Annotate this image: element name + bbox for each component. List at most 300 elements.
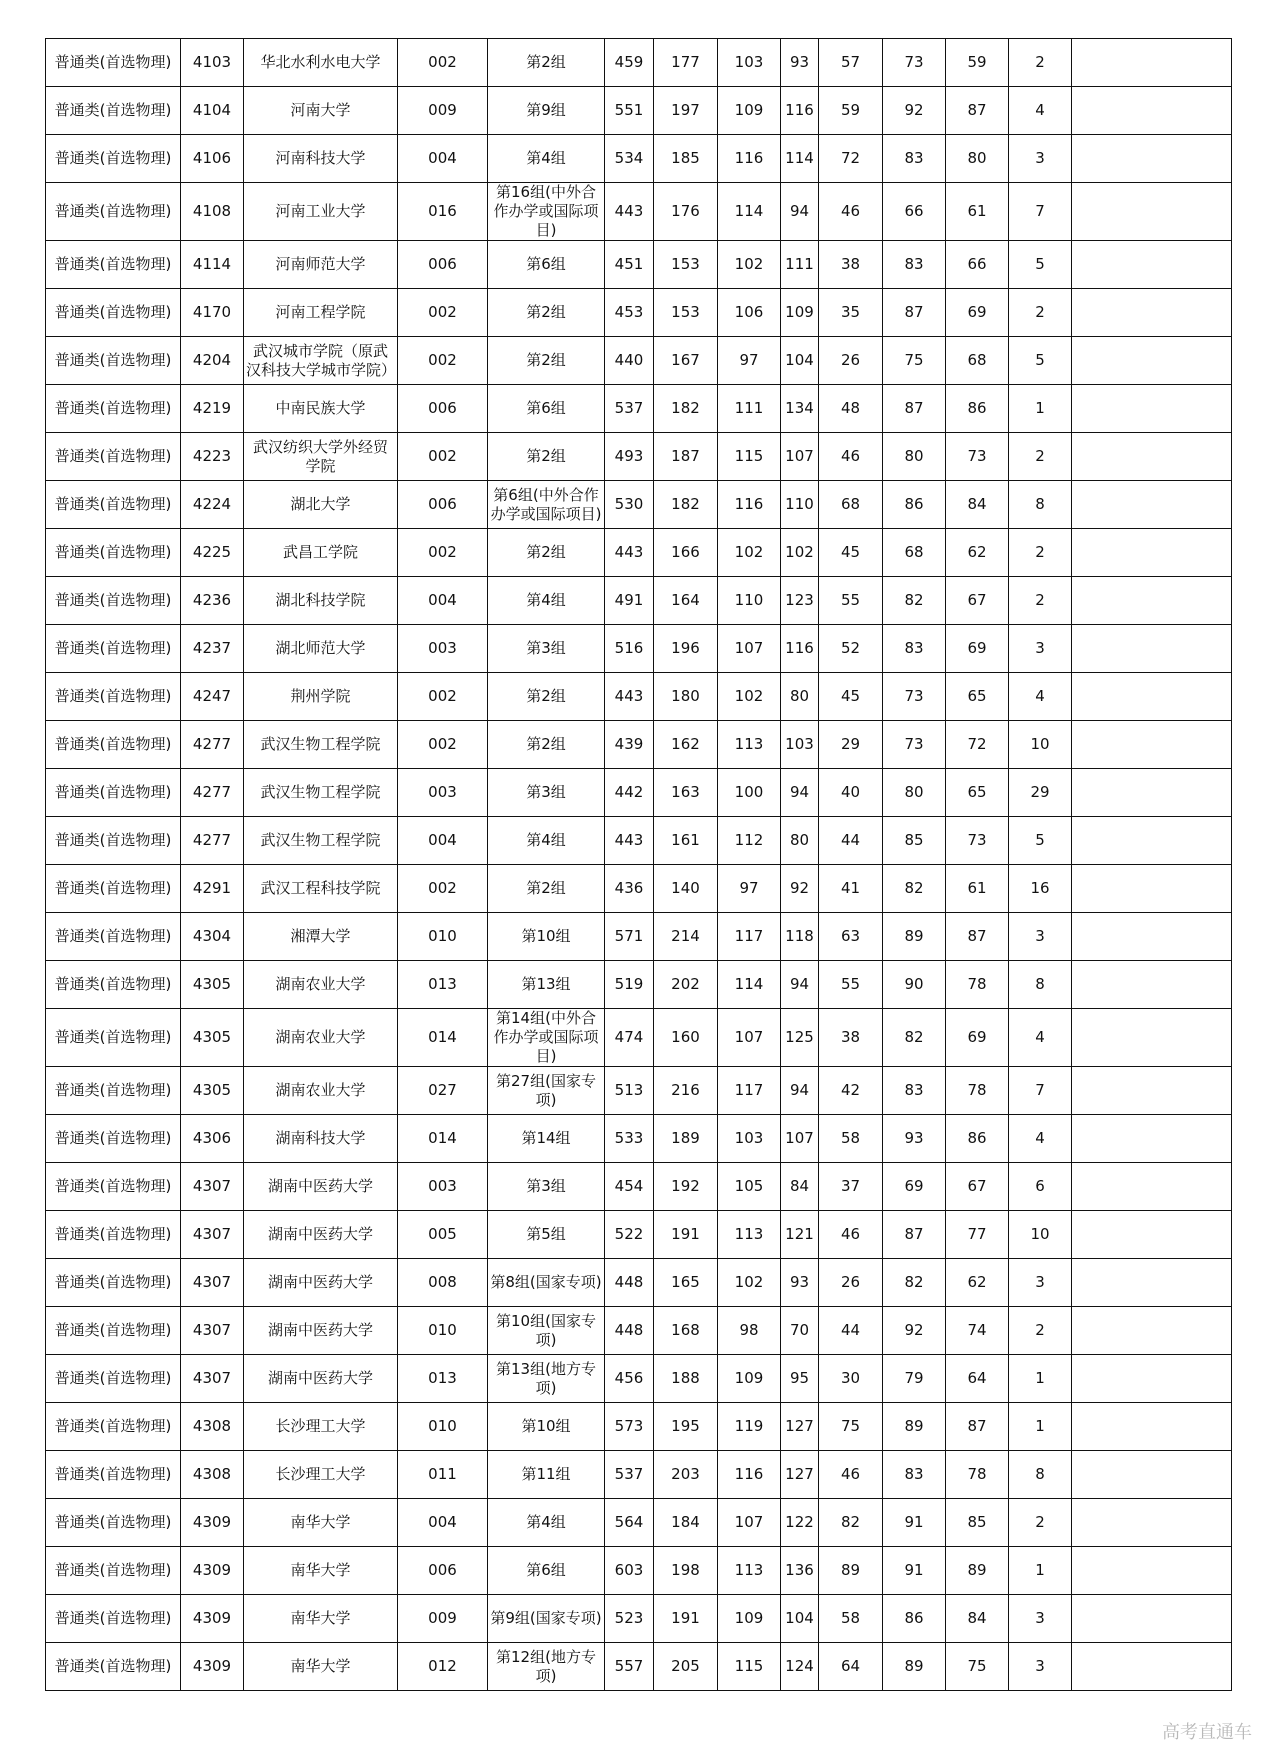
group-code-cell: 014 xyxy=(398,1115,488,1163)
physics-cell: 116 xyxy=(781,87,819,135)
count-cell: 2 xyxy=(1009,577,1072,625)
category-cell: 普通类(首选物理) xyxy=(46,1355,181,1403)
elective2-cell: 86 xyxy=(883,1595,946,1643)
chinese-math-cell: 185 xyxy=(654,135,718,183)
min-score-cell: 516 xyxy=(605,625,654,673)
group-code-cell: 013 xyxy=(398,961,488,1009)
foreign-language-cell: 111 xyxy=(718,385,781,433)
remark-cell xyxy=(1072,1403,1232,1451)
physics-cell: 125 xyxy=(781,1009,819,1067)
physics-cell: 134 xyxy=(781,385,819,433)
school-name-cell: 湖北科技学院 xyxy=(244,577,398,625)
count-cell: 1 xyxy=(1009,1355,1072,1403)
elective2-cell: 90 xyxy=(883,961,946,1009)
count-cell: 3 xyxy=(1009,135,1072,183)
remark-cell xyxy=(1072,433,1232,481)
category-cell: 普通类(首选物理) xyxy=(46,721,181,769)
foreign-language-cell: 107 xyxy=(718,1499,781,1547)
foreign-language-cell: 102 xyxy=(718,529,781,577)
chinese-math-cell: 182 xyxy=(654,481,718,529)
remark-cell xyxy=(1072,529,1232,577)
category-cell: 普通类(首选物理) xyxy=(46,1307,181,1355)
extra-cell: 69 xyxy=(946,289,1009,337)
group-code-cell: 027 xyxy=(398,1067,488,1115)
group-code-cell: 006 xyxy=(398,1547,488,1595)
remark-cell xyxy=(1072,1355,1232,1403)
chinese-math-cell: 188 xyxy=(654,1355,718,1403)
chinese-math-cell: 197 xyxy=(654,87,718,135)
physics-cell: 102 xyxy=(781,529,819,577)
school-name-cell: 湖南中医药大学 xyxy=(244,1211,398,1259)
school-code-cell: 4247 xyxy=(181,673,244,721)
group-name-cell: 第6组(中外合作办学或国际项目) xyxy=(488,481,605,529)
remark-cell xyxy=(1072,135,1232,183)
foreign-language-cell: 116 xyxy=(718,135,781,183)
elective-cell: 58 xyxy=(819,1115,883,1163)
extra-cell: 74 xyxy=(946,1307,1009,1355)
category-cell: 普通类(首选物理) xyxy=(46,817,181,865)
school-code-cell: 4309 xyxy=(181,1499,244,1547)
elective2-cell: 82 xyxy=(883,577,946,625)
table-row xyxy=(46,673,1232,721)
remark-cell xyxy=(1072,865,1232,913)
elective2-cell: 80 xyxy=(883,769,946,817)
count-cell: 3 xyxy=(1009,1595,1072,1643)
extra-cell: 84 xyxy=(946,481,1009,529)
elective-cell: 63 xyxy=(819,913,883,961)
physics-cell: 94 xyxy=(781,1067,819,1115)
min-score-cell: 443 xyxy=(605,817,654,865)
remark-cell xyxy=(1072,337,1232,385)
elective2-cell: 68 xyxy=(883,529,946,577)
foreign-language-cell: 97 xyxy=(718,865,781,913)
elective2-cell: 80 xyxy=(883,433,946,481)
elective2-cell: 87 xyxy=(883,1211,946,1259)
school-name-cell: 武汉工程科技学院 xyxy=(244,865,398,913)
group-name-cell: 第4组 xyxy=(488,135,605,183)
group-code-cell: 009 xyxy=(398,1595,488,1643)
count-cell: 3 xyxy=(1009,1643,1072,1691)
group-name-cell: 第6组 xyxy=(488,241,605,289)
school-code-cell: 4170 xyxy=(181,289,244,337)
group-code-cell: 002 xyxy=(398,721,488,769)
physics-cell: 118 xyxy=(781,913,819,961)
category-cell: 普通类(首选物理) xyxy=(46,529,181,577)
remark-cell xyxy=(1072,385,1232,433)
group-code-cell: 010 xyxy=(398,1307,488,1355)
group-code-cell: 002 xyxy=(398,865,488,913)
school-name-cell: 荆州学院 xyxy=(244,673,398,721)
group-name-cell: 第13组(地方专项) xyxy=(488,1355,605,1403)
foreign-language-cell: 102 xyxy=(718,673,781,721)
foreign-language-cell: 113 xyxy=(718,1211,781,1259)
group-code-cell: 006 xyxy=(398,481,488,529)
school-code-cell: 4224 xyxy=(181,481,244,529)
table-row xyxy=(46,721,1232,769)
school-code-cell: 4104 xyxy=(181,87,244,135)
extra-cell: 62 xyxy=(946,1259,1009,1307)
school-name-cell: 湖南中医药大学 xyxy=(244,1355,398,1403)
category-cell: 普通类(首选物理) xyxy=(46,865,181,913)
group-name-cell: 第11组 xyxy=(488,1451,605,1499)
chinese-math-cell: 192 xyxy=(654,1163,718,1211)
table-row xyxy=(46,1451,1232,1499)
extra-cell: 78 xyxy=(946,961,1009,1009)
category-cell: 普通类(首选物理) xyxy=(46,1451,181,1499)
extra-cell: 64 xyxy=(946,1355,1009,1403)
table-row xyxy=(46,1547,1232,1595)
group-name-cell: 第14组 xyxy=(488,1115,605,1163)
school-code-cell: 4114 xyxy=(181,241,244,289)
chinese-math-cell: 203 xyxy=(654,1451,718,1499)
extra-cell: 62 xyxy=(946,529,1009,577)
foreign-language-cell: 109 xyxy=(718,87,781,135)
elective-cell: 55 xyxy=(819,961,883,1009)
min-score-cell: 493 xyxy=(605,433,654,481)
count-cell: 1 xyxy=(1009,1547,1072,1595)
school-code-cell: 4305 xyxy=(181,1009,244,1067)
elective2-cell: 87 xyxy=(883,289,946,337)
elective2-cell: 93 xyxy=(883,1115,946,1163)
group-name-cell: 第2组 xyxy=(488,433,605,481)
elective2-cell: 73 xyxy=(883,39,946,87)
school-code-cell: 4309 xyxy=(181,1595,244,1643)
min-score-cell: 523 xyxy=(605,1595,654,1643)
admission-score-table xyxy=(45,38,1232,1691)
group-code-cell: 008 xyxy=(398,1259,488,1307)
school-name-cell: 武汉生物工程学院 xyxy=(244,769,398,817)
school-code-cell: 4307 xyxy=(181,1163,244,1211)
school-name-cell: 湖南农业大学 xyxy=(244,1009,398,1067)
school-code-cell: 4308 xyxy=(181,1403,244,1451)
elective-cell: 57 xyxy=(819,39,883,87)
table-row xyxy=(46,1115,1232,1163)
school-code-cell: 4103 xyxy=(181,39,244,87)
min-score-cell: 443 xyxy=(605,673,654,721)
count-cell: 2 xyxy=(1009,1307,1072,1355)
min-score-cell: 454 xyxy=(605,1163,654,1211)
elective-cell: 45 xyxy=(819,673,883,721)
elective-cell: 35 xyxy=(819,289,883,337)
count-cell: 2 xyxy=(1009,289,1072,337)
chinese-math-cell: 160 xyxy=(654,1009,718,1067)
foreign-language-cell: 119 xyxy=(718,1403,781,1451)
category-cell: 普通类(首选物理) xyxy=(46,289,181,337)
elective2-cell: 79 xyxy=(883,1355,946,1403)
remark-cell xyxy=(1072,1115,1232,1163)
category-cell: 普通类(首选物理) xyxy=(46,913,181,961)
elective2-cell: 82 xyxy=(883,1009,946,1067)
foreign-language-cell: 105 xyxy=(718,1163,781,1211)
extra-cell: 77 xyxy=(946,1211,1009,1259)
school-name-cell: 武汉纺织大学外经贸学院 xyxy=(244,433,398,481)
table-row xyxy=(46,1499,1232,1547)
physics-cell: 107 xyxy=(781,433,819,481)
elective2-cell: 82 xyxy=(883,1259,946,1307)
extra-cell: 89 xyxy=(946,1547,1009,1595)
count-cell: 3 xyxy=(1009,625,1072,673)
category-cell: 普通类(首选物理) xyxy=(46,433,181,481)
foreign-language-cell: 103 xyxy=(718,39,781,87)
physics-cell: 114 xyxy=(781,135,819,183)
school-name-cell: 武汉城市学院（原武汉科技大学城市学院） xyxy=(244,337,398,385)
table-row xyxy=(46,433,1232,481)
school-code-cell: 4307 xyxy=(181,1211,244,1259)
group-name-cell: 第2组 xyxy=(488,39,605,87)
category-cell: 普通类(首选物理) xyxy=(46,1163,181,1211)
physics-cell: 136 xyxy=(781,1547,819,1595)
physics-cell: 127 xyxy=(781,1451,819,1499)
category-cell: 普通类(首选物理) xyxy=(46,961,181,1009)
min-score-cell: 491 xyxy=(605,577,654,625)
group-name-cell: 第3组 xyxy=(488,625,605,673)
extra-cell: 85 xyxy=(946,1499,1009,1547)
category-cell: 普通类(首选物理) xyxy=(46,385,181,433)
group-name-cell: 第4组 xyxy=(488,1499,605,1547)
group-name-cell: 第4组 xyxy=(488,577,605,625)
group-code-cell: 006 xyxy=(398,385,488,433)
chinese-math-cell: 198 xyxy=(654,1547,718,1595)
foreign-language-cell: 115 xyxy=(718,433,781,481)
foreign-language-cell: 117 xyxy=(718,1067,781,1115)
chinese-math-cell: 182 xyxy=(654,385,718,433)
school-code-cell: 4225 xyxy=(181,529,244,577)
remark-cell xyxy=(1072,1259,1232,1307)
remark-cell xyxy=(1072,1307,1232,1355)
school-name-cell: 南华大学 xyxy=(244,1547,398,1595)
table-row xyxy=(46,577,1232,625)
group-code-cell: 010 xyxy=(398,913,488,961)
elective2-cell: 66 xyxy=(883,183,946,241)
group-name-cell: 第2组 xyxy=(488,721,605,769)
count-cell: 4 xyxy=(1009,673,1072,721)
school-name-cell: 湖北大学 xyxy=(244,481,398,529)
category-cell: 普通类(首选物理) xyxy=(46,1009,181,1067)
chinese-math-cell: 163 xyxy=(654,769,718,817)
min-score-cell: 571 xyxy=(605,913,654,961)
elective-cell: 29 xyxy=(819,721,883,769)
foreign-language-cell: 113 xyxy=(718,1547,781,1595)
physics-cell: 121 xyxy=(781,1211,819,1259)
group-name-cell: 第14组(中外合作办学或国际项目) xyxy=(488,1009,605,1067)
elective2-cell: 73 xyxy=(883,721,946,769)
physics-cell: 84 xyxy=(781,1163,819,1211)
category-cell: 普通类(首选物理) xyxy=(46,39,181,87)
remark-cell xyxy=(1072,1643,1232,1691)
school-name-cell: 南华大学 xyxy=(244,1595,398,1643)
count-cell: 5 xyxy=(1009,241,1072,289)
physics-cell: 80 xyxy=(781,673,819,721)
extra-cell: 86 xyxy=(946,385,1009,433)
foreign-language-cell: 113 xyxy=(718,721,781,769)
count-cell: 7 xyxy=(1009,183,1072,241)
elective-cell: 46 xyxy=(819,1451,883,1499)
chinese-math-cell: 177 xyxy=(654,39,718,87)
group-name-cell: 第10组 xyxy=(488,913,605,961)
group-name-cell: 第2组 xyxy=(488,865,605,913)
elective-cell: 46 xyxy=(819,183,883,241)
chinese-math-cell: 176 xyxy=(654,183,718,241)
group-code-cell: 010 xyxy=(398,1403,488,1451)
chinese-math-cell: 167 xyxy=(654,337,718,385)
remark-cell xyxy=(1072,1067,1232,1115)
group-code-cell: 009 xyxy=(398,87,488,135)
physics-cell: 80 xyxy=(781,817,819,865)
min-score-cell: 564 xyxy=(605,1499,654,1547)
physics-cell: 104 xyxy=(781,1595,819,1643)
group-name-cell: 第3组 xyxy=(488,769,605,817)
physics-cell: 109 xyxy=(781,289,819,337)
physics-cell: 110 xyxy=(781,481,819,529)
physics-cell: 124 xyxy=(781,1643,819,1691)
remark-cell xyxy=(1072,87,1232,135)
school-name-cell: 湖南中医药大学 xyxy=(244,1307,398,1355)
count-cell: 3 xyxy=(1009,913,1072,961)
group-code-cell: 003 xyxy=(398,769,488,817)
count-cell: 29 xyxy=(1009,769,1072,817)
elective2-cell: 73 xyxy=(883,673,946,721)
min-score-cell: 448 xyxy=(605,1307,654,1355)
count-cell: 10 xyxy=(1009,1211,1072,1259)
remark-cell xyxy=(1072,769,1232,817)
extra-cell: 73 xyxy=(946,817,1009,865)
extra-cell: 84 xyxy=(946,1595,1009,1643)
foreign-language-cell: 107 xyxy=(718,1009,781,1067)
count-cell: 7 xyxy=(1009,1067,1072,1115)
count-cell: 1 xyxy=(1009,385,1072,433)
count-cell: 2 xyxy=(1009,39,1072,87)
extra-cell: 61 xyxy=(946,183,1009,241)
category-cell: 普通类(首选物理) xyxy=(46,1259,181,1307)
extra-cell: 66 xyxy=(946,241,1009,289)
group-code-cell: 004 xyxy=(398,817,488,865)
elective-cell: 68 xyxy=(819,481,883,529)
group-name-cell: 第2组 xyxy=(488,289,605,337)
table-row xyxy=(46,135,1232,183)
group-code-cell: 002 xyxy=(398,289,488,337)
extra-cell: 65 xyxy=(946,769,1009,817)
elective2-cell: 91 xyxy=(883,1547,946,1595)
chinese-math-cell: 196 xyxy=(654,625,718,673)
count-cell: 2 xyxy=(1009,1499,1072,1547)
min-score-cell: 533 xyxy=(605,1115,654,1163)
school-name-cell: 长沙理工大学 xyxy=(244,1403,398,1451)
elective-cell: 72 xyxy=(819,135,883,183)
category-cell: 普通类(首选物理) xyxy=(46,1403,181,1451)
foreign-language-cell: 112 xyxy=(718,817,781,865)
group-name-cell: 第6组 xyxy=(488,385,605,433)
group-code-cell: 002 xyxy=(398,337,488,385)
foreign-language-cell: 97 xyxy=(718,337,781,385)
table-row xyxy=(46,1067,1232,1115)
elective2-cell: 69 xyxy=(883,1163,946,1211)
remark-cell xyxy=(1072,1009,1232,1067)
elective2-cell: 83 xyxy=(883,625,946,673)
foreign-language-cell: 106 xyxy=(718,289,781,337)
remark-cell xyxy=(1072,289,1232,337)
category-cell: 普通类(首选物理) xyxy=(46,481,181,529)
school-name-cell: 华北水利水电大学 xyxy=(244,39,398,87)
elective-cell: 38 xyxy=(819,1009,883,1067)
elective2-cell: 82 xyxy=(883,865,946,913)
remark-cell xyxy=(1072,1595,1232,1643)
school-name-cell: 南华大学 xyxy=(244,1499,398,1547)
min-score-cell: 573 xyxy=(605,1403,654,1451)
table-row xyxy=(46,1259,1232,1307)
min-score-cell: 456 xyxy=(605,1355,654,1403)
group-name-cell: 第9组 xyxy=(488,87,605,135)
remark-cell xyxy=(1072,577,1232,625)
school-code-cell: 4307 xyxy=(181,1259,244,1307)
elective2-cell: 83 xyxy=(883,135,946,183)
group-name-cell: 第12组(地方专项) xyxy=(488,1643,605,1691)
category-cell: 普通类(首选物理) xyxy=(46,1211,181,1259)
category-cell: 普通类(首选物理) xyxy=(46,625,181,673)
school-name-cell: 湖南农业大学 xyxy=(244,961,398,1009)
count-cell: 10 xyxy=(1009,721,1072,769)
foreign-language-cell: 98 xyxy=(718,1307,781,1355)
elective-cell: 52 xyxy=(819,625,883,673)
school-name-cell: 河南工程学院 xyxy=(244,289,398,337)
school-name-cell: 长沙理工大学 xyxy=(244,1451,398,1499)
school-name-cell: 河南科技大学 xyxy=(244,135,398,183)
chinese-math-cell: 214 xyxy=(654,913,718,961)
min-score-cell: 551 xyxy=(605,87,654,135)
extra-cell: 87 xyxy=(946,87,1009,135)
foreign-language-cell: 116 xyxy=(718,481,781,529)
chinese-math-cell: 161 xyxy=(654,817,718,865)
elective-cell: 30 xyxy=(819,1355,883,1403)
count-cell: 1 xyxy=(1009,1403,1072,1451)
group-name-cell: 第16组(中外合作办学或国际项目) xyxy=(488,183,605,241)
chinese-math-cell: 153 xyxy=(654,241,718,289)
category-cell: 普通类(首选物理) xyxy=(46,769,181,817)
elective2-cell: 86 xyxy=(883,481,946,529)
elective2-cell: 83 xyxy=(883,241,946,289)
group-code-cell: 002 xyxy=(398,433,488,481)
elective2-cell: 89 xyxy=(883,1643,946,1691)
min-score-cell: 537 xyxy=(605,1451,654,1499)
elective-cell: 46 xyxy=(819,1211,883,1259)
extra-cell: 67 xyxy=(946,577,1009,625)
count-cell: 3 xyxy=(1009,1259,1072,1307)
elective2-cell: 83 xyxy=(883,1067,946,1115)
table-row xyxy=(46,1009,1232,1067)
group-name-cell: 第3组 xyxy=(488,1163,605,1211)
group-name-cell: 第5组 xyxy=(488,1211,605,1259)
extra-cell: 78 xyxy=(946,1067,1009,1115)
group-code-cell: 003 xyxy=(398,625,488,673)
elective-cell: 59 xyxy=(819,87,883,135)
elective-cell: 37 xyxy=(819,1163,883,1211)
table-row xyxy=(46,1643,1232,1691)
school-code-cell: 4223 xyxy=(181,433,244,481)
group-name-cell: 第2组 xyxy=(488,337,605,385)
min-score-cell: 459 xyxy=(605,39,654,87)
chinese-math-cell: 187 xyxy=(654,433,718,481)
chinese-math-cell: 164 xyxy=(654,577,718,625)
group-name-cell: 第8组(国家专项) xyxy=(488,1259,605,1307)
extra-cell: 86 xyxy=(946,1115,1009,1163)
school-code-cell: 4304 xyxy=(181,913,244,961)
min-score-cell: 439 xyxy=(605,721,654,769)
remark-cell xyxy=(1072,1211,1232,1259)
elective-cell: 46 xyxy=(819,433,883,481)
table-row xyxy=(46,529,1232,577)
group-code-cell: 013 xyxy=(398,1355,488,1403)
elective-cell: 26 xyxy=(819,1259,883,1307)
elective-cell: 82 xyxy=(819,1499,883,1547)
